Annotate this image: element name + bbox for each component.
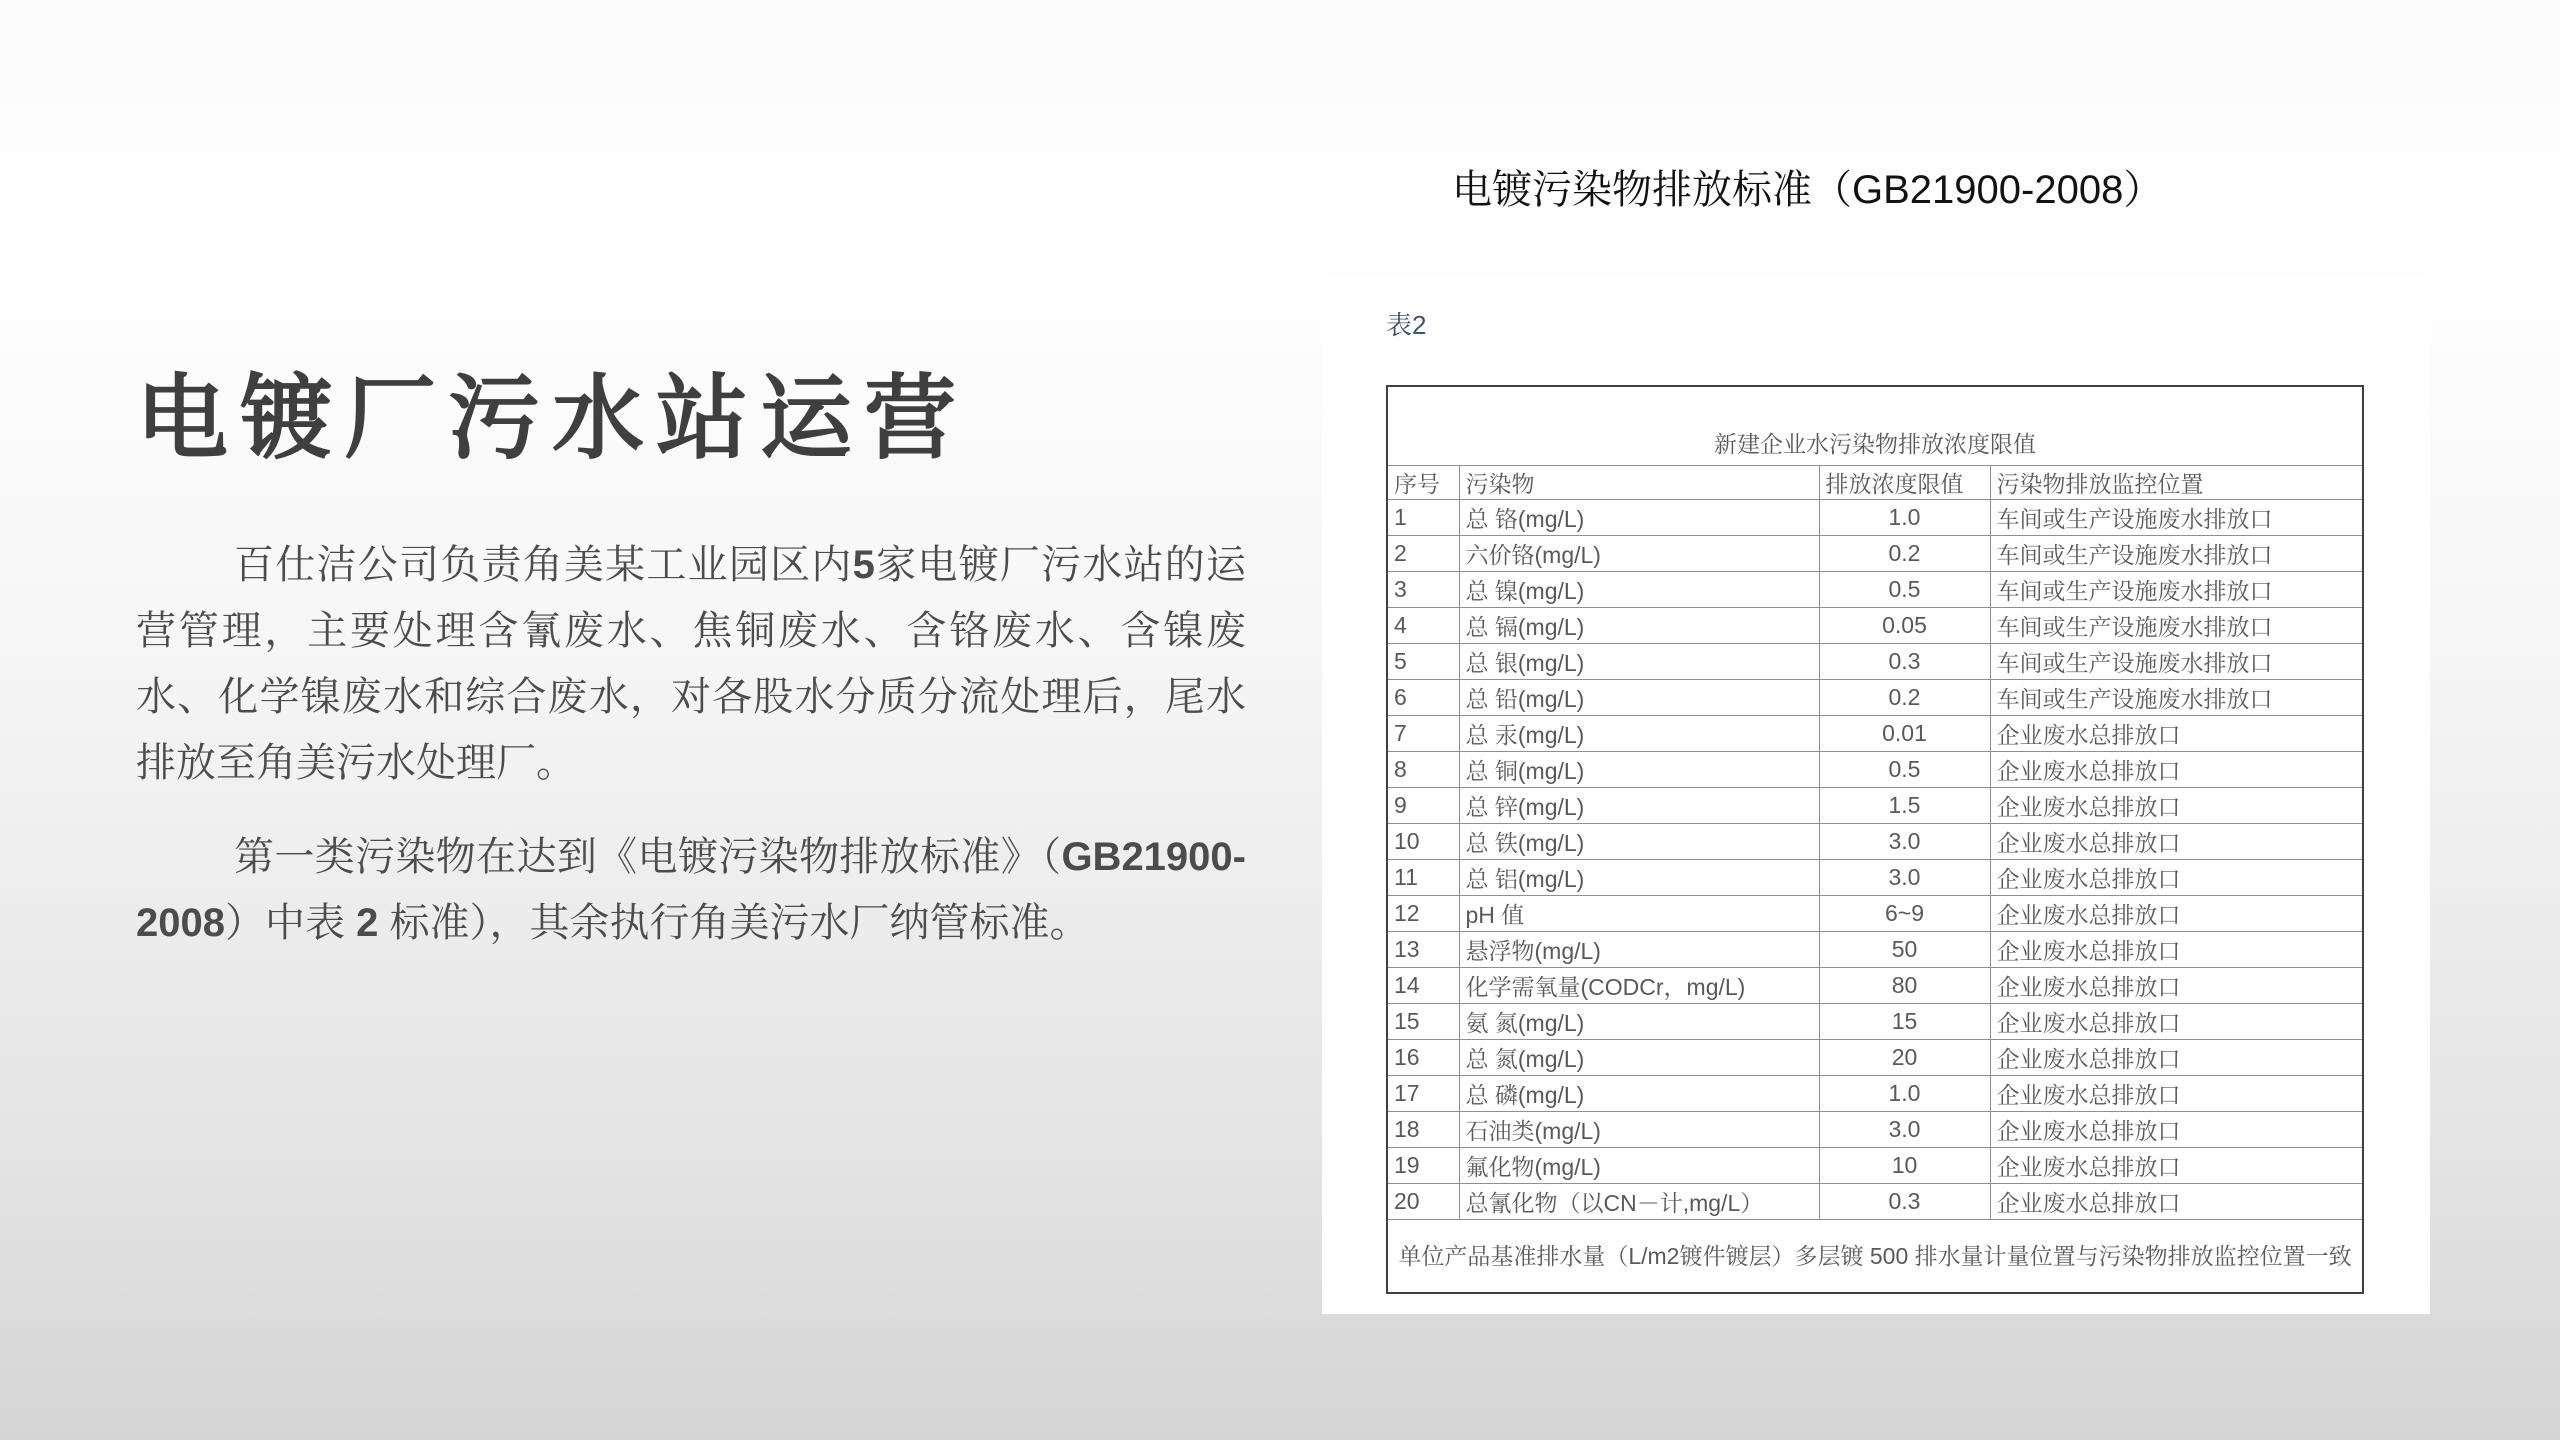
row-number-cell: 13	[1387, 932, 1459, 968]
pollutant-cell: 总 铬(mg/L)	[1459, 500, 1819, 536]
table-row	[1387, 968, 2363, 1004]
row-number-cell: 2	[1387, 536, 1459, 572]
pollutant-cell: 氨 氮(mg/L)	[1459, 1004, 1819, 1040]
monitor-location-cell: 车间或生产设施废水排放口	[1990, 572, 2363, 608]
column-header-pollutant: 污染物	[1459, 466, 1819, 500]
text-segment: 家电镀厂污水站的运营管理，主要处理含氰废水、焦铜废水、含铬废水、含镍废水、化学镍废水和综合废水，对各股水分质分流处理后，尾水排放至角美污水处理厂。	[136, 543, 1246, 785]
table-body	[1387, 500, 2363, 1220]
row-number-cell: 5	[1387, 644, 1459, 680]
text-segment: 5	[852, 543, 875, 587]
row-number-cell: 19	[1387, 1148, 1459, 1184]
limit-value-cell: 50	[1819, 932, 1990, 968]
pollutant-cell: 总 铜(mg/L)	[1459, 752, 1819, 788]
monitor-location-cell: 企业废水总排放口	[1990, 1040, 2363, 1076]
monitor-location-cell: 车间或生产设施废水排放口	[1990, 536, 2363, 572]
limit-value-cell: 80	[1819, 968, 1990, 1004]
text-segment: 百仕洁公司负责角美某工业园区内	[234, 543, 853, 587]
table-image-panel	[1322, 277, 2430, 1314]
pollutant-cell: 石油类(mg/L)	[1459, 1112, 1819, 1148]
row-number-cell: 1	[1387, 500, 1459, 536]
monitor-location-cell: 车间或生产设施废水排放口	[1990, 680, 2363, 716]
limit-value-cell: 3.0	[1819, 860, 1990, 896]
limit-value-cell: 10	[1819, 1148, 1990, 1184]
pollutant-cell: 六价铬(mg/L)	[1459, 536, 1819, 572]
row-number-cell: 10	[1387, 824, 1459, 860]
column-header-location: 污染物排放监控位置	[1990, 466, 2363, 500]
text-segment: 标准），其余执行角美污水厂纳管标准。	[378, 901, 1090, 945]
row-number-cell: 18	[1387, 1112, 1459, 1148]
row-number-cell: 14	[1387, 968, 1459, 1004]
table-row	[1387, 608, 2363, 644]
table-span-header: 新建企业水污染物排放浓度限值	[1387, 386, 2363, 466]
pollutant-cell: 总 铁(mg/L)	[1459, 824, 1819, 860]
text-segment: 2	[356, 901, 379, 945]
text-segment: 第一类污染物在达到《电镀污染物排放标准》（	[234, 835, 1062, 879]
row-number-cell: 16	[1387, 1040, 1459, 1076]
limit-value-cell: 0.5	[1819, 572, 1990, 608]
pollutant-cell: pH 值	[1459, 896, 1819, 932]
pollutant-cell: 化学需氧量(CODCr，mg/L)	[1459, 968, 1819, 1004]
row-number-cell: 3	[1387, 572, 1459, 608]
limit-value-cell: 1.0	[1819, 500, 1990, 536]
paragraph-standards	[136, 824, 1246, 956]
pollutant-cell: 氟化物(mg/L)	[1459, 1148, 1819, 1184]
pollutant-cell: 总氰化物（以CN－计,mg/L）	[1459, 1184, 1819, 1220]
monitor-location-cell: 企业废水总排放口	[1990, 1076, 2363, 1112]
monitor-location-cell: 企业废水总排放口	[1990, 716, 2363, 752]
text-segment: GB21900-2008	[136, 835, 1246, 945]
table-row	[1387, 752, 2363, 788]
table-row	[1387, 536, 2363, 572]
pollutant-cell: 悬浮物(mg/L)	[1459, 932, 1819, 968]
paragraph-operations	[136, 532, 1246, 796]
row-number-cell: 8	[1387, 752, 1459, 788]
pollutant-cell: 总 磷(mg/L)	[1459, 1076, 1819, 1112]
monitor-location-cell: 企业废水总排放口	[1990, 896, 2363, 932]
row-number-cell: 6	[1387, 680, 1459, 716]
monitor-location-cell: 企业废水总排放口	[1990, 1004, 2363, 1040]
slide-title: 电镀厂污水站运营	[136, 367, 969, 470]
monitor-location-cell: 企业废水总排放口	[1990, 1184, 2363, 1220]
monitor-location-cell: 企业废水总排放口	[1990, 968, 2363, 1004]
row-number-cell: 15	[1387, 1004, 1459, 1040]
pollutant-cell: 总 汞(mg/L)	[1459, 716, 1819, 752]
limit-value-cell: 0.01	[1819, 716, 1990, 752]
row-number-cell: 20	[1387, 1184, 1459, 1220]
table-row	[1387, 1076, 2363, 1112]
pollutant-cell: 总 银(mg/L)	[1459, 644, 1819, 680]
limit-value-cell: 3.0	[1819, 1112, 1990, 1148]
limit-value-cell: 15	[1819, 1004, 1990, 1040]
body-text-block	[136, 532, 1246, 984]
monitor-location-cell: 企业废水总排放口	[1990, 1112, 2363, 1148]
monitor-location-cell: 企业废水总排放口	[1990, 932, 2363, 968]
table-caption: 表2	[1386, 310, 1427, 340]
pollutant-cell: 总 氮(mg/L)	[1459, 1040, 1819, 1076]
row-number-cell: 4	[1387, 608, 1459, 644]
table-row	[1387, 896, 2363, 932]
pollutant-cell: 总 锌(mg/L)	[1459, 788, 1819, 824]
limit-value-cell: 0.3	[1819, 1184, 1990, 1220]
table-row	[1387, 1112, 2363, 1148]
limit-value-cell: 0.2	[1819, 536, 1990, 572]
table-row	[1387, 1184, 2363, 1220]
table-row	[1387, 788, 2363, 824]
pollutant-cell: 总 铝(mg/L)	[1459, 860, 1819, 896]
limit-value-cell: 0.5	[1819, 752, 1990, 788]
table-row	[1387, 860, 2363, 896]
monitor-location-cell: 车间或生产设施废水排放口	[1990, 500, 2363, 536]
monitor-location-cell: 企业废水总排放口	[1990, 788, 2363, 824]
monitor-location-cell: 企业废水总排放口	[1990, 824, 2363, 860]
limit-value-cell: 0.05	[1819, 608, 1990, 644]
monitor-location-cell: 企业废水总排放口	[1990, 860, 2363, 896]
row-number-cell: 7	[1387, 716, 1459, 752]
table-footer-row	[1387, 1220, 2363, 1294]
row-number-cell: 12	[1387, 896, 1459, 932]
standard-reference-title: 电镀污染物排放标准（GB21900-2008）	[1452, 168, 2164, 212]
emission-limits-table	[1386, 385, 2364, 1294]
table-column-header-row	[1387, 466, 2363, 500]
monitor-location-cell: 车间或生产设施废水排放口	[1990, 608, 2363, 644]
row-number-cell: 11	[1387, 860, 1459, 896]
limit-value-cell: 1.0	[1819, 1076, 1990, 1112]
limit-value-cell: 20	[1819, 1040, 1990, 1076]
monitor-location-cell: 企业废水总排放口	[1990, 752, 2363, 788]
limit-value-cell: 3.0	[1819, 824, 1990, 860]
table-row	[1387, 500, 2363, 536]
table-row	[1387, 1148, 2363, 1184]
monitor-location-cell: 车间或生产设施废水排放口	[1990, 644, 2363, 680]
table-footer-note: 单位产品基准排水量（L/m2镀件镀层）多层镀 500 排水量计量位置与污染物排放监控位置一致	[1387, 1220, 2363, 1294]
pollutant-cell: 总 镍(mg/L)	[1459, 572, 1819, 608]
table-span-header-row	[1387, 386, 2363, 466]
limit-value-cell: 0.2	[1819, 680, 1990, 716]
limit-value-cell: 1.5	[1819, 788, 1990, 824]
limit-value-cell: 0.3	[1819, 644, 1990, 680]
column-header-limit: 排放浓度限值	[1819, 466, 1990, 500]
table-row	[1387, 932, 2363, 968]
table-row	[1387, 1040, 2363, 1076]
pollutant-cell: 总 镉(mg/L)	[1459, 608, 1819, 644]
table-row	[1387, 572, 2363, 608]
limit-value-cell: 6~9	[1819, 896, 1990, 932]
table-row	[1387, 716, 2363, 752]
text-segment: ）中表	[224, 901, 357, 945]
row-number-cell: 9	[1387, 788, 1459, 824]
table-row	[1387, 1004, 2363, 1040]
table-row	[1387, 824, 2363, 860]
table-row	[1387, 644, 2363, 680]
monitor-location-cell: 企业废水总排放口	[1990, 1148, 2363, 1184]
pollutant-cell: 总 铅(mg/L)	[1459, 680, 1819, 716]
column-header-index: 序号	[1387, 466, 1459, 500]
row-number-cell: 17	[1387, 1076, 1459, 1112]
table-row	[1387, 680, 2363, 716]
